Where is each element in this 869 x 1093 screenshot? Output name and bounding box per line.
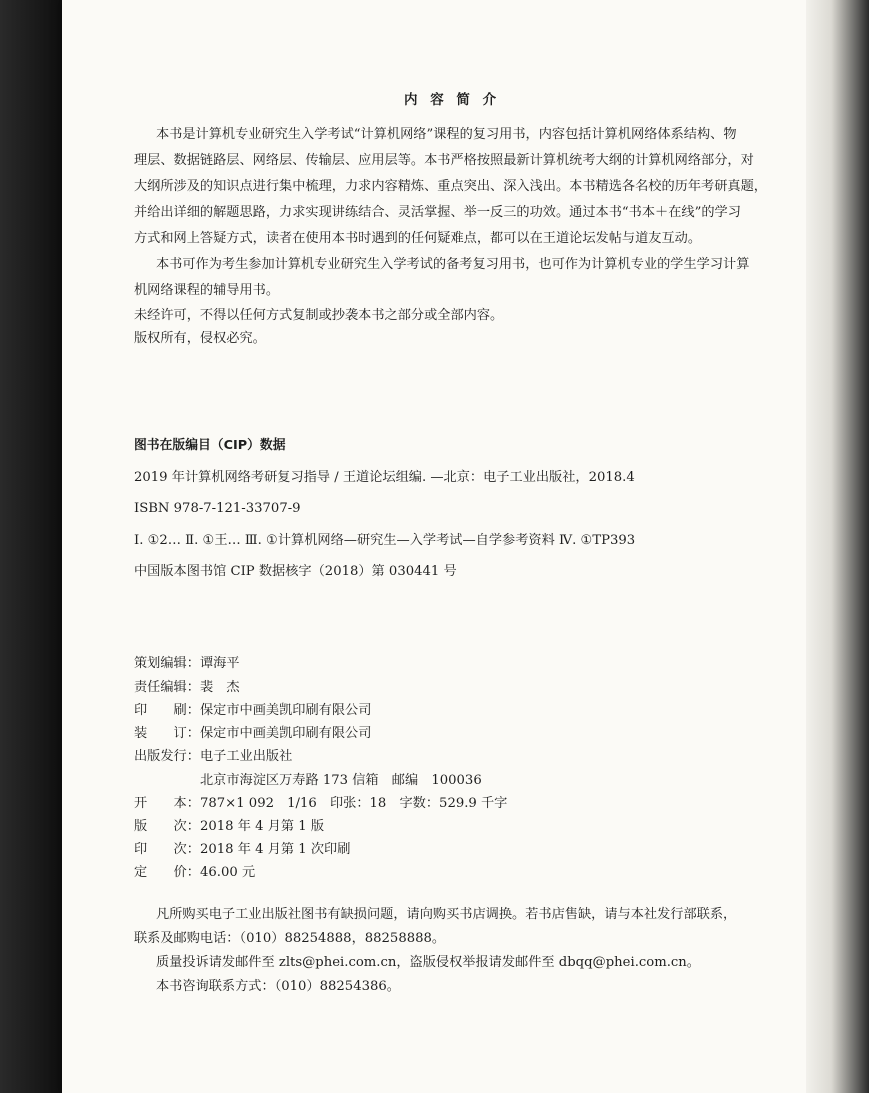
copyright-line: 未经许可，不得以任何方式复制或抄袭本书之部分或全部内容。 — [134, 308, 504, 323]
imprint-value: 裴 杰 — [200, 680, 240, 695]
imprint-value: 2018 年 4 月第 1 次印刷 — [200, 842, 351, 857]
imprint-value: 电子工业出版社 — [200, 749, 293, 764]
cip-line: Ⅰ. ①2… Ⅱ. ①王… Ⅲ. ①计算机网络—研究生—入学考试—自学参考资料 Ⅳ. ①TP393 — [134, 533, 636, 548]
imprint-label: 策划编辑： — [134, 656, 200, 671]
cip-line: 2019 年计算机网络考研复习指导 / 王道论坛组编. —北京：电子工业出版社，2018.4 — [134, 470, 635, 485]
imprint-row — [134, 656, 240, 672]
imprint-row — [134, 865, 255, 881]
imprint-value: 保定市中画美凯印刷有限公司 — [200, 703, 372, 718]
cip-line: 中国版本图书馆 CIP 数据核字（2018）第 030441 号 — [134, 564, 457, 579]
imprint-label: 版 次： — [134, 819, 200, 834]
summary-line: 并给出详细的解题思路，力求实现讲练结合、灵活掌握、举一反三的功效。通过本书“书本＋在线”的学习 — [134, 205, 741, 220]
summary-line: 本书是计算机专业研究生入学考试“计算机网络”课程的复习用书，内容包括计算机网络体系结构、物 — [156, 127, 737, 142]
cip-line: ISBN 978-7-121-33707-9 — [134, 501, 301, 516]
cip-heading: 图书在版编目（CIP）数据 — [134, 438, 286, 453]
imprint-row — [134, 819, 324, 835]
notice-line: 本书咨询联系方式：（010）88254386。 — [156, 979, 400, 994]
imprint-label: 装 订： — [134, 726, 200, 741]
notice-line: 联系及邮购电话：（010）88254888，88258888。 — [134, 931, 446, 946]
imprint-value: 2018 年 4 月第 1 版 — [200, 819, 325, 834]
summary-line: 本书可作为考生参加计算机专业研究生入学考试的备考复习用书，也可作为计算机专业的学生学习计算 — [156, 257, 750, 272]
imprint-label: 印 刷： — [134, 703, 200, 718]
imprint-row — [134, 726, 371, 742]
summary-line: 方式和网上答疑方式，读者在使用本书时遇到的任何疑难点，都可以在王道论坛发帖与道友互动。 — [134, 231, 702, 246]
imprint-label: 出版发行： — [134, 749, 200, 764]
summary-line: 机网络课程的辅导用书。 — [134, 283, 280, 298]
imprint-row — [134, 773, 482, 789]
imprint-row — [134, 749, 292, 765]
imprint-value: 46.00 元 — [200, 865, 256, 880]
imprint-row — [134, 703, 371, 719]
page-title: 内 容 简 介 — [404, 92, 501, 108]
summary-line: 理层、数据链路层、网络层、传输层、应用层等。本书严格按照最新计算机统考大纲的计算机网络部分，对 — [134, 153, 754, 168]
imprint-label: 印 次： — [134, 842, 200, 857]
summary-line: 大纲所涉及的知识点进行集中梳理，力求内容精炼、重点突出、深入浅出。本书精选各名校的历年考研真题， — [134, 179, 767, 194]
imprint-row — [134, 842, 350, 858]
imprint-value: 谭海平 — [200, 656, 240, 671]
imprint-row — [134, 796, 507, 812]
imprint-value: 787×1 092 1/16 印张：18 字数：529.9 千字 — [200, 796, 508, 811]
notice-line: 质量投诉请发邮件至 zlts@phei.com.cn，盗版侵权举报请发邮件至 dbqq@phei.com.cn。 — [156, 955, 700, 970]
imprint-label: 定 价： — [134, 865, 200, 880]
copyright-line: 版权所有，侵权必究。 — [134, 331, 266, 346]
imprint-label: 开 本： — [134, 796, 200, 811]
imprint-value: 保定市中画美凯印刷有限公司 — [200, 726, 372, 741]
imprint-row — [134, 680, 240, 696]
imprint-label: 责任编辑： — [134, 680, 200, 695]
imprint-value: 北京市海淀区万寿路 173 信箱 邮编 100036 — [200, 773, 482, 788]
notice-line: 凡所购买电子工业出版社图书有缺损问题，请向购买书店调换。若书店售缺，请与本社发行部联系， — [156, 907, 737, 922]
